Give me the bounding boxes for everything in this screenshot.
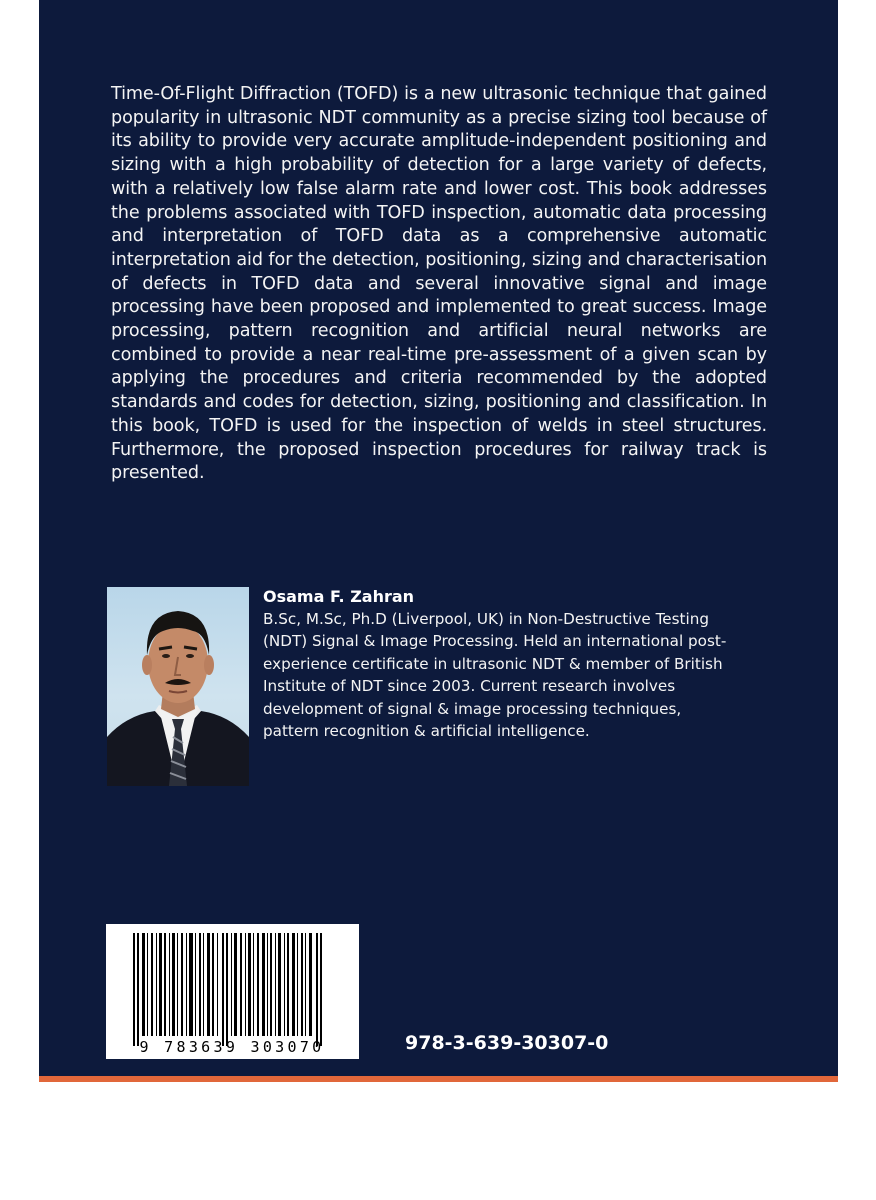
isbn: 978-3-639-30307-0 bbox=[405, 1032, 609, 1054]
author-bio: B.Sc, M.Sc, Ph.D (Liverpool, UK) in Non-Destructive Testing (NDT) Signal & Image Processing. Held an international post- experience certificate in ultrasonic NDT & member of British Institute of NDT since 2003. Current research involves development of signal & image processing techniques, pattern recognition & artificial intelligence. bbox=[263, 610, 727, 741]
book-description: Time-Of-Flight Diffraction (TOFD) is a new ultrasonic technique that gained popularity in ultrasonic NDT community as a precise sizing tool because of its ability to provide very accurate amplitude-independent positioning and sizing with a high probability of detection for a large variety of defects, with a relatively low false alarm rate and lower cost. This book addresses the problems associated with TOFD inspection, automatic data processing and interpretation of TOFD data as a comprehensive automatic interpretation aid for the detection, positioning, sizing and characterisation of defects in TOFD data and several innovative signal and image processing have been proposed and implemented to great success. Image processing, pattern recognition and artificial neural networks are combined to provide a near real-time pre-assessment of a given scan by applying the procedures and criteria recommended by the adopted standards and codes for detection, sizing, positioning and classification. In this book, TOFD is used for the inspection of welds in steel structures. Furthermore, the proposed inspection procedures for railway track is presented. bbox=[111, 84, 767, 484]
accent-strip bbox=[39, 1076, 838, 1082]
author-photo bbox=[107, 587, 249, 786]
author-name: Osama F. Zahran bbox=[263, 587, 415, 606]
barcode bbox=[106, 924, 359, 1059]
barcode-digits: 9 783639 303070 bbox=[139, 1038, 325, 1056]
